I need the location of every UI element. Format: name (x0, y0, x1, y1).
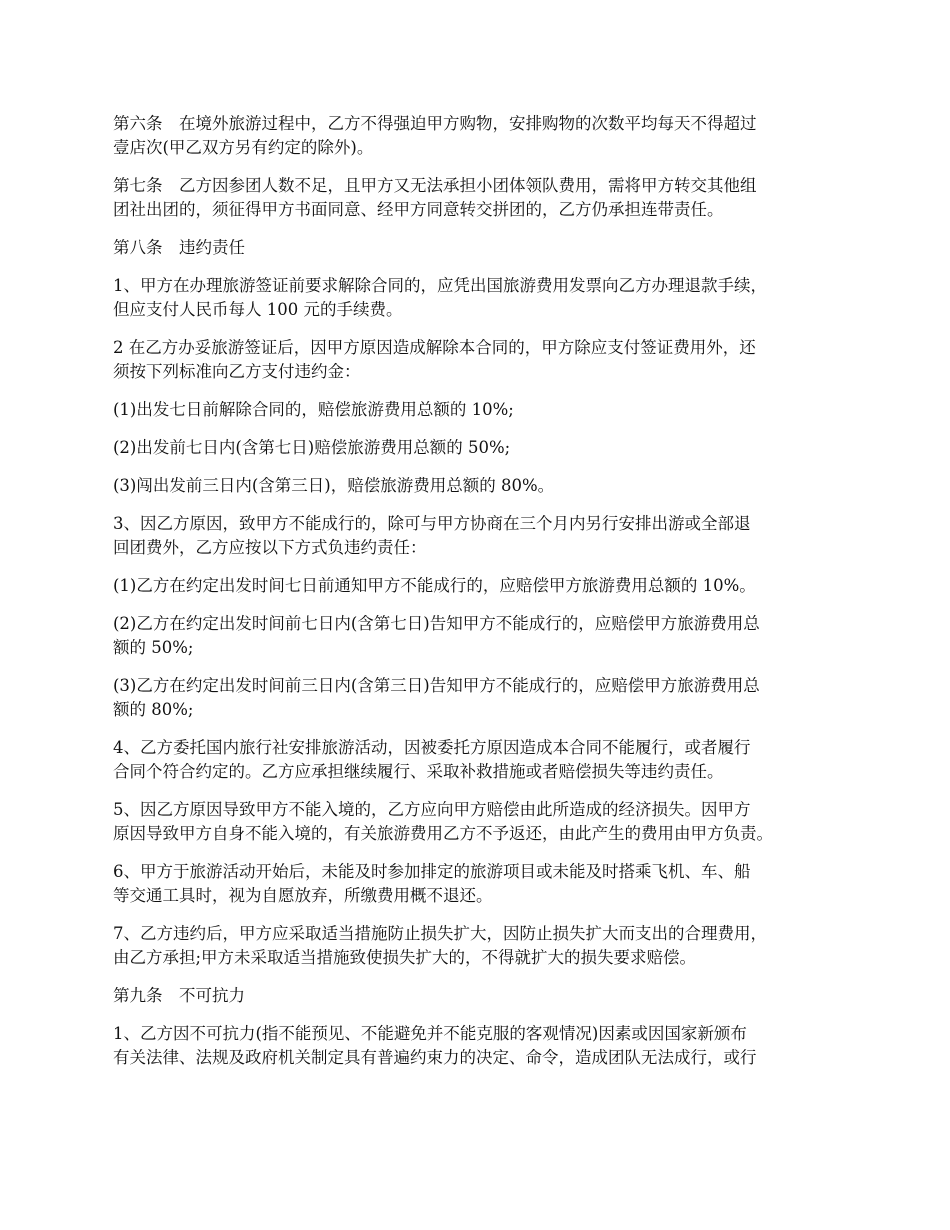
article-8-clause-2: 2 在乙方办妥旅游签证后，因甲方原因造成解除本合同的，甲方除应支付签证费用外，还 须按下列标准向乙方支付违约金： (113, 338, 756, 381)
article-8-clause-3: 3、因乙方原因，致甲方不能成行的，除可与甲方协商在三个月内另行安排出游或全部退 回团费外，乙方应按以下方式负违约责任： (113, 514, 751, 557)
article-8-clause-3-item-1: (1)乙方在约定出发时间七日前通知甲方不能成行的，应赔偿甲方旅游费用总额的 10%。 (113, 576, 756, 595)
article-8-clause-1: 1、甲方在办理旅游签证前要求解除合同的，应凭出国旅游费用发票向乙方办理退款手续， 但应支付人民币每人 100 元的手续费。 (113, 276, 767, 319)
article-6-paragraph: 第六条 在境外旅游过程中，乙方不得强迫甲方购物，安排购物的次数平均每天不得超过 壹店次(甲乙双方另有约定的除外)。 (113, 114, 757, 157)
article-8-clause-2-item-1: (1)出发七日前解除合同的，赔偿旅游费用总额的 10%; (113, 400, 514, 419)
article-8-heading: 第八条 违约责任 (113, 238, 245, 257)
article-8-clause-2-item-2: (2)出发前七日内(含第七日)赔偿旅游费用总额的 50%; (113, 438, 511, 457)
article-8-clause-6: 6、甲方于旅游活动开始后，未能及时参加排定的旅游项目或未能及时搭乘飞机、车、船 等交通工具时，视为自愿放弃，所缴费用概不退还。 (113, 862, 751, 905)
article-7-paragraph: 第七条 乙方因参团人数不足，且甲方又无法承担小团体领队费用，需将甲方转交其他组 团社出团的，须征得甲方书面同意、经甲方同意转交拼团的，乙方仍承担连带责任。 (113, 176, 757, 219)
article-8-clause-4: 4、乙方委托国内旅行社安排旅游活动，因被委托方原因造成本合同不能履行，或者履行 合同个符合约定的。乙方应承担继续履行、采取补救措施或者赔偿损失等违约责任。 (113, 738, 751, 781)
article-9-heading: 第九条 不可抗力 (113, 986, 245, 1005)
article-8-clause-7: 7、乙方违约后，甲方应采取适当措施防止损失扩大，因防止损失扩大而支出的合理费用， 由乙方承担;甲方未采取适当措施致使损失扩大的，不得就扩大的损失要求赔偿。 (113, 924, 767, 967)
article-8-clause-5: 5、因乙方原因导致甲方不能入境的，乙方应向甲方赔偿由此所造成的经济损失。因甲方 原因导致甲方自身不能入境的，有关旅游费用乙方不予返还，由此产生的费用由甲方负责。 (113, 800, 773, 843)
article-8-clause-2-item-3: (3)闯出发前三日内(含第三日)，赔偿旅游费用总额的 80%。 (113, 476, 555, 495)
document-body (113, 112, 843, 1084)
article-8-clause-3-item-2: (2)乙方在约定出发时间前七日内(含第七日)告知甲方不能成行的，应赔偿甲方旅游费用总 额的 50%; (113, 614, 760, 657)
article-9-clause-1: 1、乙方因不可抗力(指不能预见、不能避免并不能克服的客观情况)因素或因国家新颁布 有关法律、法规及政府机关制定具有普遍约束力的决定、命令，造成团队无法成行，或行 (113, 1024, 757, 1067)
article-8-clause-3-item-3: (3)乙方在约定出发时间前三日内(含第三日)告知甲方不能成行的，应赔偿甲方旅游费用总 额的 80%; (113, 676, 760, 719)
